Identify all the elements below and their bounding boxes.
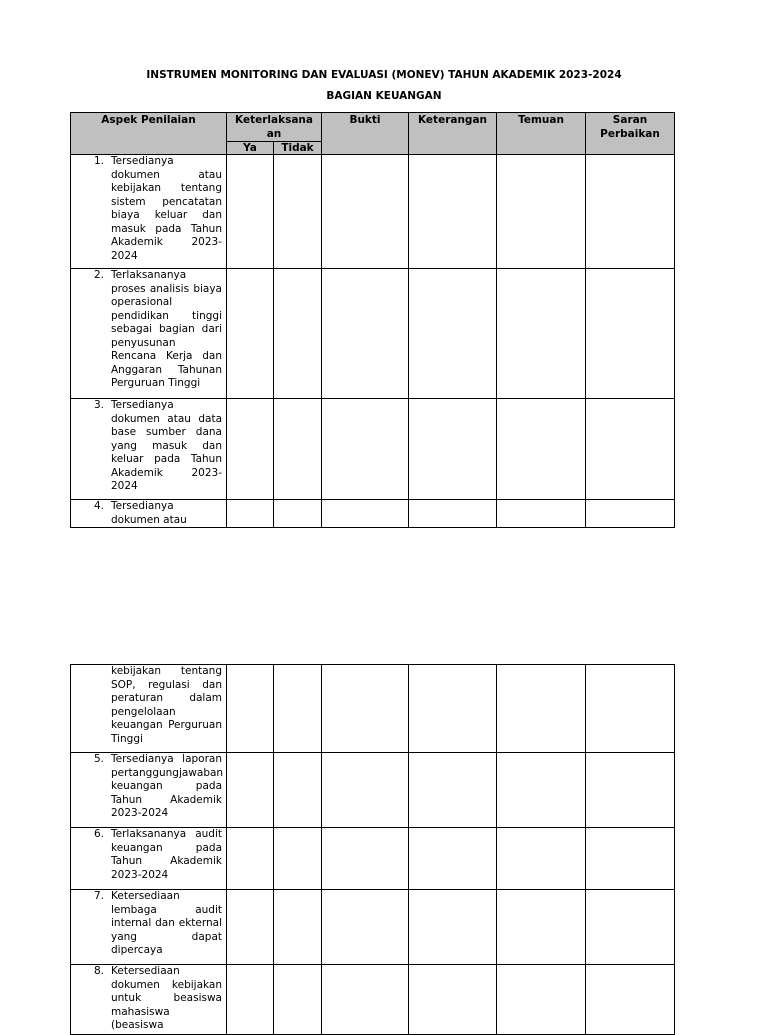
ya-cell [227, 500, 274, 528]
bukti-cell [322, 269, 409, 399]
saran-cell [586, 753, 675, 828]
temuan-cell [497, 890, 586, 965]
item-number: 4. [93, 500, 104, 512]
monev-table-page-1 [70, 112, 675, 528]
item-number [71, 665, 104, 746]
saran-cell [586, 399, 675, 500]
item-text: Tersedianya dokumen atau data base sumber dana yang masuk dan keluar pada Tahun Akademik 2023-2024 [111, 399, 222, 492]
saran-cell [586, 965, 675, 1035]
table-row [71, 890, 675, 965]
ya-cell [227, 965, 274, 1035]
table-row [71, 753, 675, 828]
item-number: 1. [93, 155, 104, 167]
tidak-cell [274, 500, 322, 528]
keterangan-cell [409, 269, 497, 399]
keterangan-cell [409, 155, 497, 269]
ya-cell [227, 665, 274, 753]
keterangan-cell [409, 965, 497, 1035]
table-row [71, 155, 675, 269]
header-tidak: Tidak [274, 142, 322, 155]
temuan-cell [497, 965, 586, 1035]
saran-cell [586, 500, 675, 528]
tidak-cell [274, 890, 322, 965]
item-text: Terlaksananya audit keuangan pada Tahun Akademik 2023-2024 [111, 828, 222, 881]
keterangan-cell [409, 399, 497, 500]
bukti-cell [322, 399, 409, 500]
header-bukti: Bukti [322, 113, 409, 155]
item-text: Ketersediaan lembaga audit internal dan ekternal yang dapat dipercaya [111, 890, 222, 956]
item-text: Tersedianya laporan pertanggungjawaban keuangan pada Tahun Akademik 2023-2024 [111, 753, 224, 819]
item-text: kebijakan tentang SOP, regulasi dan peraturan dalam pengelolaan keuangan Perguruan Tinggi [111, 665, 222, 745]
header-aspek-penilaian: Aspek Penilaian [71, 113, 227, 155]
temuan-cell [497, 269, 586, 399]
header-ya: Ya [227, 142, 274, 155]
header-keterangan: Keterangan [409, 113, 497, 155]
table-row [71, 399, 675, 500]
keterangan-cell [409, 828, 497, 890]
bukti-cell [322, 155, 409, 269]
ya-cell [227, 155, 274, 269]
bukti-cell [322, 890, 409, 965]
ya-cell [227, 890, 274, 965]
item-number: 8. [93, 965, 104, 977]
ya-cell [227, 753, 274, 828]
tidak-cell [274, 965, 322, 1035]
header-temuan: Temuan [497, 113, 586, 155]
tidak-cell [274, 269, 322, 399]
saran-cell [586, 828, 675, 890]
saran-cell [586, 155, 675, 269]
keterangan-cell [409, 500, 497, 528]
saran-cell [586, 269, 675, 399]
temuan-cell [497, 500, 586, 528]
bukti-cell [322, 965, 409, 1035]
saran-cell [586, 890, 675, 965]
header-saran-perbaikan: Saran Perbaikan [586, 113, 675, 155]
tidak-cell [274, 155, 322, 269]
monev-table-page-2 [70, 664, 675, 1035]
table-row [71, 500, 675, 528]
item-number: 6. [93, 828, 104, 840]
tidak-cell [274, 828, 322, 890]
bukti-cell [322, 500, 409, 528]
bukti-cell [322, 828, 409, 890]
table-row [71, 965, 675, 1035]
ya-cell [227, 828, 274, 890]
temuan-cell [497, 155, 586, 269]
table-row [71, 269, 675, 399]
header-keterlaksanaan: Keterlaksana an [227, 113, 322, 142]
item-number: 2. [93, 269, 104, 281]
item-text: Ketersediaan dokumen kebijakan untuk beasiswa mahasiswa (beasiswa [111, 965, 222, 1031]
temuan-cell [497, 828, 586, 890]
table-row [71, 828, 675, 890]
keterangan-cell [409, 665, 497, 753]
item-number: 3. [93, 399, 104, 411]
item-text: Tersedianya dokumen atau kebijakan tentang sistem pencatatan biaya keluar dan masuk pada Tahun Akademik 2023-2024 [111, 155, 222, 262]
item-text: Tersedianya dokumen atau [111, 500, 187, 526]
item-number: 7. [93, 890, 104, 902]
temuan-cell [497, 399, 586, 500]
ya-cell [227, 399, 274, 500]
table-row [71, 665, 675, 753]
document-title: INSTRUMEN MONITORING DAN EVALUASI (MONEV) TAHUN AKADEMIK 2023-2024 [146, 69, 622, 81]
keterangan-cell [409, 890, 497, 965]
bukti-cell [322, 665, 409, 753]
temuan-cell [497, 665, 586, 753]
tidak-cell [274, 665, 322, 753]
bukti-cell [322, 753, 409, 828]
document-subtitle: BAGIAN KEUANGAN [326, 90, 442, 102]
ya-cell [227, 269, 274, 399]
item-text: Terlaksananya proses analisis biaya operasional pendidikan tinggi sebagai bagian dari penyusunan Rencana Kerja dan Anggaran Tahunan Perguruan Tinggi [111, 269, 222, 389]
temuan-cell [497, 753, 586, 828]
keterangan-cell [409, 753, 497, 828]
item-number: 5. [93, 753, 104, 765]
saran-cell [586, 665, 675, 753]
tidak-cell [274, 753, 322, 828]
tidak-cell [274, 399, 322, 500]
